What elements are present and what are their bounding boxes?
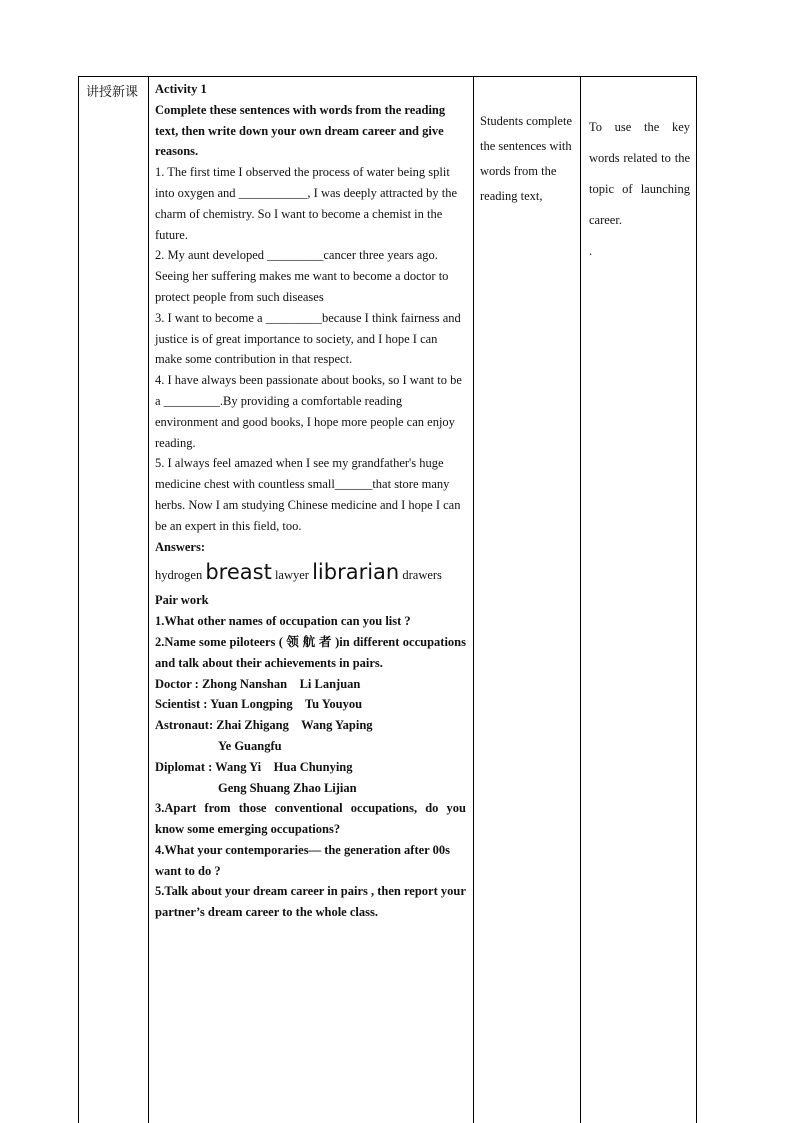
sentence-2: 2. My aunt developed _________cancer three years ago. Seeing her suffering makes me want to become a doctor to protect people from such diseases xyxy=(155,248,449,304)
answer-1: hydrogen xyxy=(155,568,203,583)
purpose-text: To use the key words related to the topic of launching career. xyxy=(589,120,690,227)
pilot-scientist: Scientist : Yuan Longping Tu Youyou xyxy=(155,697,363,712)
pilot-diplomat-cont: Geng Shuang Zhao Lijian xyxy=(218,780,357,795)
student-activity-cell xyxy=(474,76,580,209)
stage-label: 讲授新课 xyxy=(86,85,139,100)
content-cell xyxy=(149,76,473,923)
answer-2: breast xyxy=(205,560,272,585)
stage-cell xyxy=(79,76,148,102)
answer-3: lawyer xyxy=(274,568,309,583)
question-4: 4.What your contemporaries— the generation after 00s want to do ? xyxy=(155,842,450,878)
pilot-doctor: Doctor : Zhong Nanshan Li Lanjuan xyxy=(155,676,361,691)
question-5: 5.Talk about your dream career in pairs , then report your partner’s dream career to the whole class. xyxy=(155,884,466,920)
answers-line xyxy=(155,557,466,590)
answer-5: drawers xyxy=(402,568,442,583)
pilot-astronaut-cont: Ye Guangfu xyxy=(218,738,282,753)
student-activity-text: Students complete the sentences with words from the reading text, xyxy=(480,114,572,203)
sentence-5: 5. I always feel amazed when I see my grandfather's huge medicine chest with countless small______that store many herbs. Now I am studying Chinese medicine and I hope I can be an expert in this field, too. xyxy=(155,456,461,533)
activity-title: Activity 1 xyxy=(155,82,207,96)
purpose-cell xyxy=(581,76,696,267)
sentence-4: 4. I have always been passionate about books, so I want to be a _________.By providing a comfortable reading environment and good books, I hope more people can enjoy reading. xyxy=(155,373,462,450)
question-1: 1.What other names of occupation can you list ? xyxy=(155,614,411,629)
column-divider-2 xyxy=(473,76,474,1123)
table-left-border xyxy=(78,76,79,1123)
activity-instructions: Complete these sentences with words from the reading text, then write down your own dream career and give reasons. xyxy=(155,102,446,159)
sentence-1: 1. The first time I observed the process of water being split into oxygen and ___________, I was deeply attracted by the charm of chemistry. So I want to become a chemist in the future. xyxy=(155,165,458,242)
pilot-diplomat: Diplomat : Wang Yi Hua Chunying xyxy=(155,759,353,774)
answer-4: librarian xyxy=(312,560,400,585)
question-2: 2.Name some piloteers ( 领 航 者 )in different occupations and talk about their achievements in pairs. xyxy=(155,634,466,670)
pair-work-title: Pair work xyxy=(155,593,209,608)
purpose-tail: . xyxy=(589,244,593,258)
table-right-border xyxy=(696,76,697,1123)
question-3: 3.Apart from those conventional occupations, do you know some emerging occupations? xyxy=(155,801,466,837)
answers-label: Answers: xyxy=(155,539,205,554)
sentence-3: 3. I want to become a _________because I think fairness and justice is of great importance to society, and I hope I can make some contribution in that respect. xyxy=(155,310,461,367)
pilot-astronaut: Astronaut: Zhai Zhigang Wang Yaping xyxy=(155,718,373,733)
